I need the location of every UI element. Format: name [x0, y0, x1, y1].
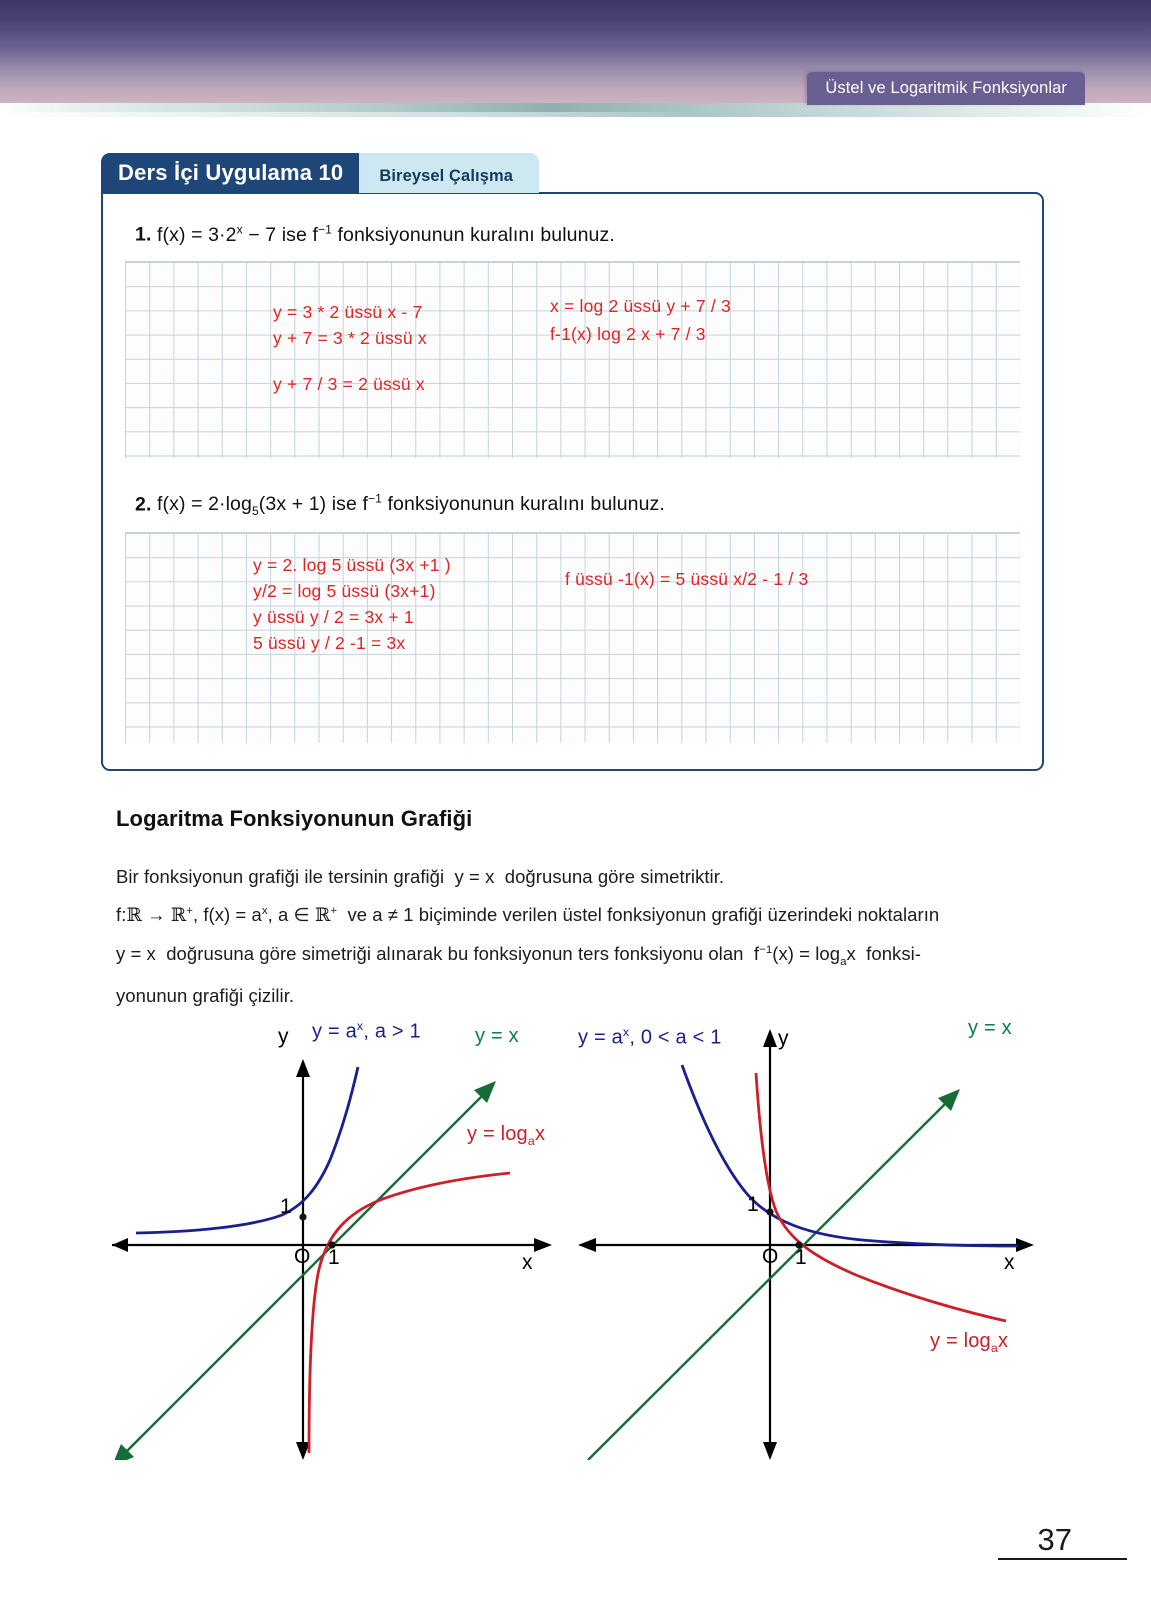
- logarithm-curve: [309, 1173, 510, 1453]
- exponential-curve: [136, 1067, 358, 1233]
- question-2-prompt: [135, 492, 1020, 518]
- exponential-decay-figure: [570, 1005, 1051, 1460]
- y-axis-arrow-up: [763, 1029, 777, 1047]
- banner-underline-secondary: [0, 112, 1151, 117]
- growth-x-axis-label: x: [522, 1251, 533, 1274]
- chapter-title-tab: [807, 72, 1085, 105]
- question-2-answer-grid[interactable]: [125, 532, 1020, 743]
- section-title: Logaritma Fonksiyonunun Grafiği: [116, 806, 473, 831]
- chapter-title-text: Üstel ve Logaritmik Fonksiyonlar: [825, 79, 1067, 97]
- decay-x-tick-label: 1: [795, 1246, 807, 1269]
- y-axis-arrow-up: [296, 1059, 310, 1077]
- growth-y-axis-label: y: [278, 1025, 289, 1048]
- question-1-prompt: [135, 222, 1020, 247]
- tab-sub-label: Bireysel Çalışma: [379, 167, 514, 185]
- question-2-expression: [157, 491, 665, 518]
- q1-post: fonksiyonunun kuralını bulunuz.: [337, 223, 615, 246]
- q1-answer-left-line-2: y + 7 = 3 * 2 üssü x: [273, 327, 427, 348]
- q1-answer-right-line-2: f-1(x) log 2 x + 7 / 3: [550, 323, 706, 344]
- y-axis-arrow-down: [763, 1442, 777, 1460]
- decay-log-curve-label: $y = \log_ax$: [930, 1330, 1009, 1355]
- section-paragraph: [116, 860, 1041, 1013]
- point-0-1: [766, 1208, 773, 1215]
- exponential-growth-figure: [100, 1005, 570, 1460]
- x-axis-arrow-right: [534, 1238, 552, 1252]
- q2-pre: f(x) = 2: [157, 493, 220, 515]
- growth-x-tick-label: 1: [328, 1246, 340, 1269]
- x-axis-arrow-left: [578, 1238, 596, 1252]
- growth-exp-curve-label: $y = a^x$, a > 1: [312, 1019, 421, 1043]
- q2-inverse-exponent: −1: [368, 491, 382, 506]
- figures-container: [100, 1005, 1051, 1460]
- point-0-1: [299, 1213, 306, 1220]
- question-1-number: 1.: [135, 223, 152, 246]
- q1-dot: ·: [219, 223, 226, 246]
- x-axis-arrow-right: [1016, 1238, 1034, 1252]
- q2-arg: (3x + 1) ise f: [258, 493, 369, 515]
- growth-identity-label: y = x: [475, 1025, 519, 1047]
- growth-y-tick-label: 1: [280, 1195, 292, 1218]
- paragraph-line-2: f:ℝ → ℝ+, $f(x) = a^x$, a ∈ ℝ+ ve a ≠ 1 biçiminde verilen üstel fonksiyonun grafiği üzerindeki noktaların: [116, 904, 940, 927]
- decay-identity-label: y = x: [968, 1017, 1012, 1039]
- decay-y-axis-label: y: [778, 1027, 789, 1050]
- exercise-card-body: [101, 192, 1044, 771]
- paragraph-line-4: yonunun grafiği çizilir.: [116, 985, 295, 1006]
- q1-mid: − 7 ise f: [248, 223, 318, 246]
- decay-origin-label: O: [762, 1245, 779, 1268]
- logarithm-curve: [756, 1073, 1006, 1321]
- q1-base: 2: [225, 223, 237, 246]
- q2-answer-left-line-3: y üssü y / 2 = 3x + 1: [253, 606, 414, 627]
- decay-exp-curve-label: $y = a^x$, 0 < a < 1: [578, 1025, 722, 1049]
- q2-post: fonksiyonunun kuralını bulunuz.: [387, 493, 665, 515]
- paragraph-line-1: Bir fonksiyonun grafiği ile tersinin grafiği y = x doğrusuna göre simetriktir.: [116, 866, 725, 887]
- growth-figure-svg: [100, 1005, 570, 1460]
- q1-answer-left-line-1: y = 3 * 2 üssü x - 7: [273, 301, 423, 322]
- q1-answer-right-line-1: x = log 2 üssü y + 7 / 3: [550, 295, 731, 316]
- q1-pre: f(x) = 3: [157, 223, 220, 246]
- q2-log: log: [225, 493, 252, 515]
- q2-answer-left-line-1: y = 2. log 5 üssü (3x +1 ): [253, 554, 451, 575]
- x-axis-arrow-left: [112, 1238, 128, 1252]
- page-number-rule: [998, 1558, 1127, 1560]
- q2-dot: ·: [219, 493, 226, 515]
- growth-log-curve-label: $y = \log_ax$: [467, 1123, 546, 1148]
- question-1-expression: [157, 224, 615, 246]
- decay-figure-svg: [570, 1005, 1051, 1460]
- decay-x-axis-label: x: [1004, 1251, 1015, 1274]
- paragraph-line-3: y = x doğrusuna göre simetriği alınarak bu fonksiyonun ters fonksiyonu olan $f^{-1}(x) = \log_ax$ fonksi-: [116, 943, 922, 968]
- q2-log-base: 5: [251, 503, 259, 518]
- exercise-card-tabs: [101, 153, 1044, 193]
- question-1-answer-grid[interactable]: [125, 261, 1020, 458]
- tab-ders-ici-uygulama: [101, 153, 359, 193]
- page-number: 37: [1037, 1522, 1072, 1557]
- exercise-card: [101, 153, 1044, 771]
- decay-y-tick-label: 1: [747, 1193, 759, 1216]
- q2-answer-right-line-1: f üssü -1(x) = 5 üssü x/2 - 1 / 3: [565, 568, 809, 589]
- q1-exponent: x: [236, 222, 243, 236]
- q1-answer-left-line-3: y + 7 / 3 = 2 üssü x: [273, 373, 425, 394]
- growth-origin-label: O: [294, 1245, 311, 1268]
- question-2-number: 2.: [135, 493, 152, 515]
- q2-answer-left-line-4: 5 üssü y / 2 -1 = 3x: [253, 632, 406, 653]
- q1-inverse-exponent: −1: [317, 222, 332, 236]
- tab-main-label: Ders İçi Uygulama 10: [118, 160, 344, 185]
- exponential-curve: [682, 1065, 1018, 1246]
- q2-answer-left-line-2: y/2 = log 5 üssü (3x+1): [253, 580, 436, 601]
- tab-bireysel-calisma: [359, 153, 539, 193]
